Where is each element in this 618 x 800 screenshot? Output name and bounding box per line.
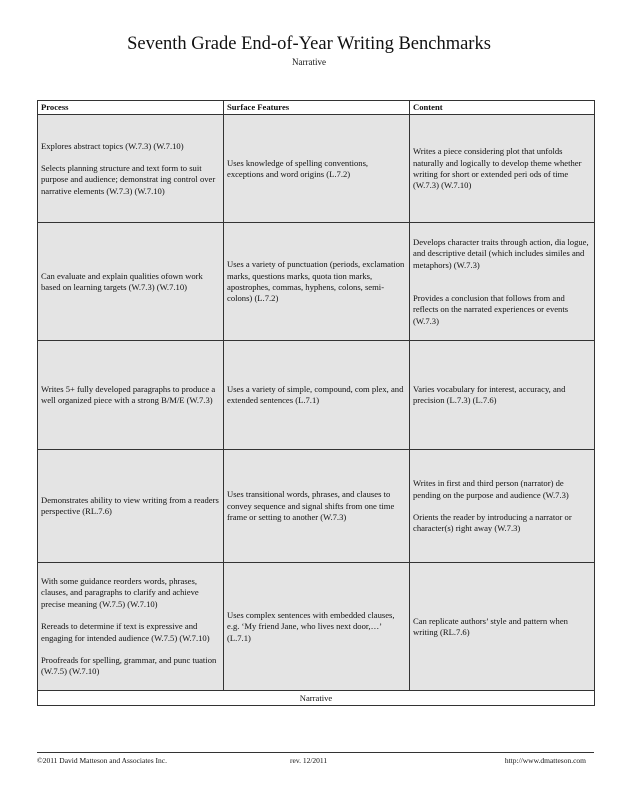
surface-cell xyxy=(224,563,410,691)
cell-text: Rereads to determine if text is expressive and engaging for intended audience (W.7.5) (W.7.10) xyxy=(41,621,210,643)
cell-text: Explores abstract topics (W.7.3) (W.7.10) xyxy=(41,140,184,151)
cell-text: With some guidance reorders words, phrases, clauses, and paragraphs to clarify and achieve precise meaning (W.7.5) (W.7.10) xyxy=(41,575,199,609)
content-cell xyxy=(410,341,595,450)
process-cell xyxy=(38,223,224,341)
table-row xyxy=(38,341,595,450)
table-row xyxy=(38,563,595,691)
footer-divider xyxy=(37,752,594,753)
table-row xyxy=(38,115,595,223)
footer-revision: rev. 12/2011 xyxy=(290,756,328,765)
cell-text: Uses complex sentences with embedded clauses, e.g. ‘My friend Jane, who lives next door,…’ (L.7.1) xyxy=(227,609,395,643)
cell-text: Varies vocabulary for interest, accuracy, and precision (L.7.3) (L.7.6) xyxy=(413,384,566,406)
cell-text: Develops character traits through action, dia logue, and descriptive detail (which includes similes and metaphors) (W.7.3) xyxy=(413,236,589,270)
cell-text: Uses a variety of punctuation (periods, exclamation marks, questions marks, quota tion marks, apostrophes, commas, hyphens, colons, semi-colons) (L.7.2) xyxy=(227,259,405,304)
cell-text: Uses knowledge of spelling conventions, exceptions and word origins (L.7.2) xyxy=(227,157,369,179)
cell-text: Can evaluate and explain qualities ofown work based on learning targets (W.7.3) (W.7.10) xyxy=(41,270,203,292)
page-subtitle: Narrative xyxy=(292,57,326,67)
cell-text: Writes in first and third person (narrator) de pending on the purpose and audience (W.7.3) xyxy=(413,478,569,500)
surface-cell xyxy=(224,341,410,450)
cell-text: Orients the reader by introducing a narrator or character(s) right away (W.7.3) xyxy=(413,511,572,534)
header-surface-features: Surface Features xyxy=(224,101,410,115)
surface-cell xyxy=(224,115,410,223)
cell-text: Can replicate authors’ style and pattern when writing (RL.7.6) xyxy=(413,615,568,637)
table-footer-row xyxy=(38,691,595,706)
footer-copyright: ©2011 David Matteson and Associates Inc. xyxy=(37,756,167,765)
header-content: Content xyxy=(410,101,595,115)
benchmarks-table xyxy=(37,100,595,706)
process-cell xyxy=(38,341,224,450)
cell-text: Proofreads for spelling, grammar, and punc tuation (W.7.5) (W.7.10) xyxy=(41,655,217,677)
surface-cell xyxy=(224,223,410,341)
surface-cell xyxy=(224,450,410,563)
header-process: Process xyxy=(38,101,224,115)
content-cell xyxy=(410,223,595,341)
page-title: Seventh Grade End-of-Year Writing Benchmarks xyxy=(127,34,491,54)
footer-url[interactable]: http://www.dmatteson.com xyxy=(504,756,586,765)
table-header-row xyxy=(38,101,595,115)
table-row xyxy=(38,450,595,563)
process-cell xyxy=(38,115,224,223)
cell-text: Writes a piece considering plot that unfolds naturally and logically to develop theme whether writing for short or extended peri ods of time (W.7.3) (W.7.10) xyxy=(413,146,582,191)
cell-text: Uses transitional words, phrases, and clauses to convey sequence and signal shifts from one time frame or setting to another (W.7.3) xyxy=(227,489,395,523)
content-cell xyxy=(410,450,595,563)
content-cell xyxy=(410,563,595,691)
table-row xyxy=(38,223,595,341)
process-cell xyxy=(38,450,224,563)
table-footer-label: Narrative xyxy=(38,691,595,706)
cell-text: Writes 5+ fully developed paragraphs to produce a well organized piece with a strong B/M/E (W.7.3) xyxy=(41,384,216,406)
cell-text: Demonstrates ability to view writing from a readers perspective (RL.7.6) xyxy=(41,495,219,517)
cell-text: Provides a conclusion that follows from and reflects on the narrated experiences or events (W.7.3) xyxy=(413,292,569,326)
cell-text: Selects planning structure and text form to suit purpose and audience; demonstrat ing control over narrative elements (W.7.3) (W.7.10) xyxy=(41,163,216,196)
content-cell xyxy=(410,115,595,223)
process-cell xyxy=(38,563,224,691)
cell-text: Uses a variety of simple, compound, com plex, and extended sentences (L.7.1) xyxy=(227,384,404,406)
